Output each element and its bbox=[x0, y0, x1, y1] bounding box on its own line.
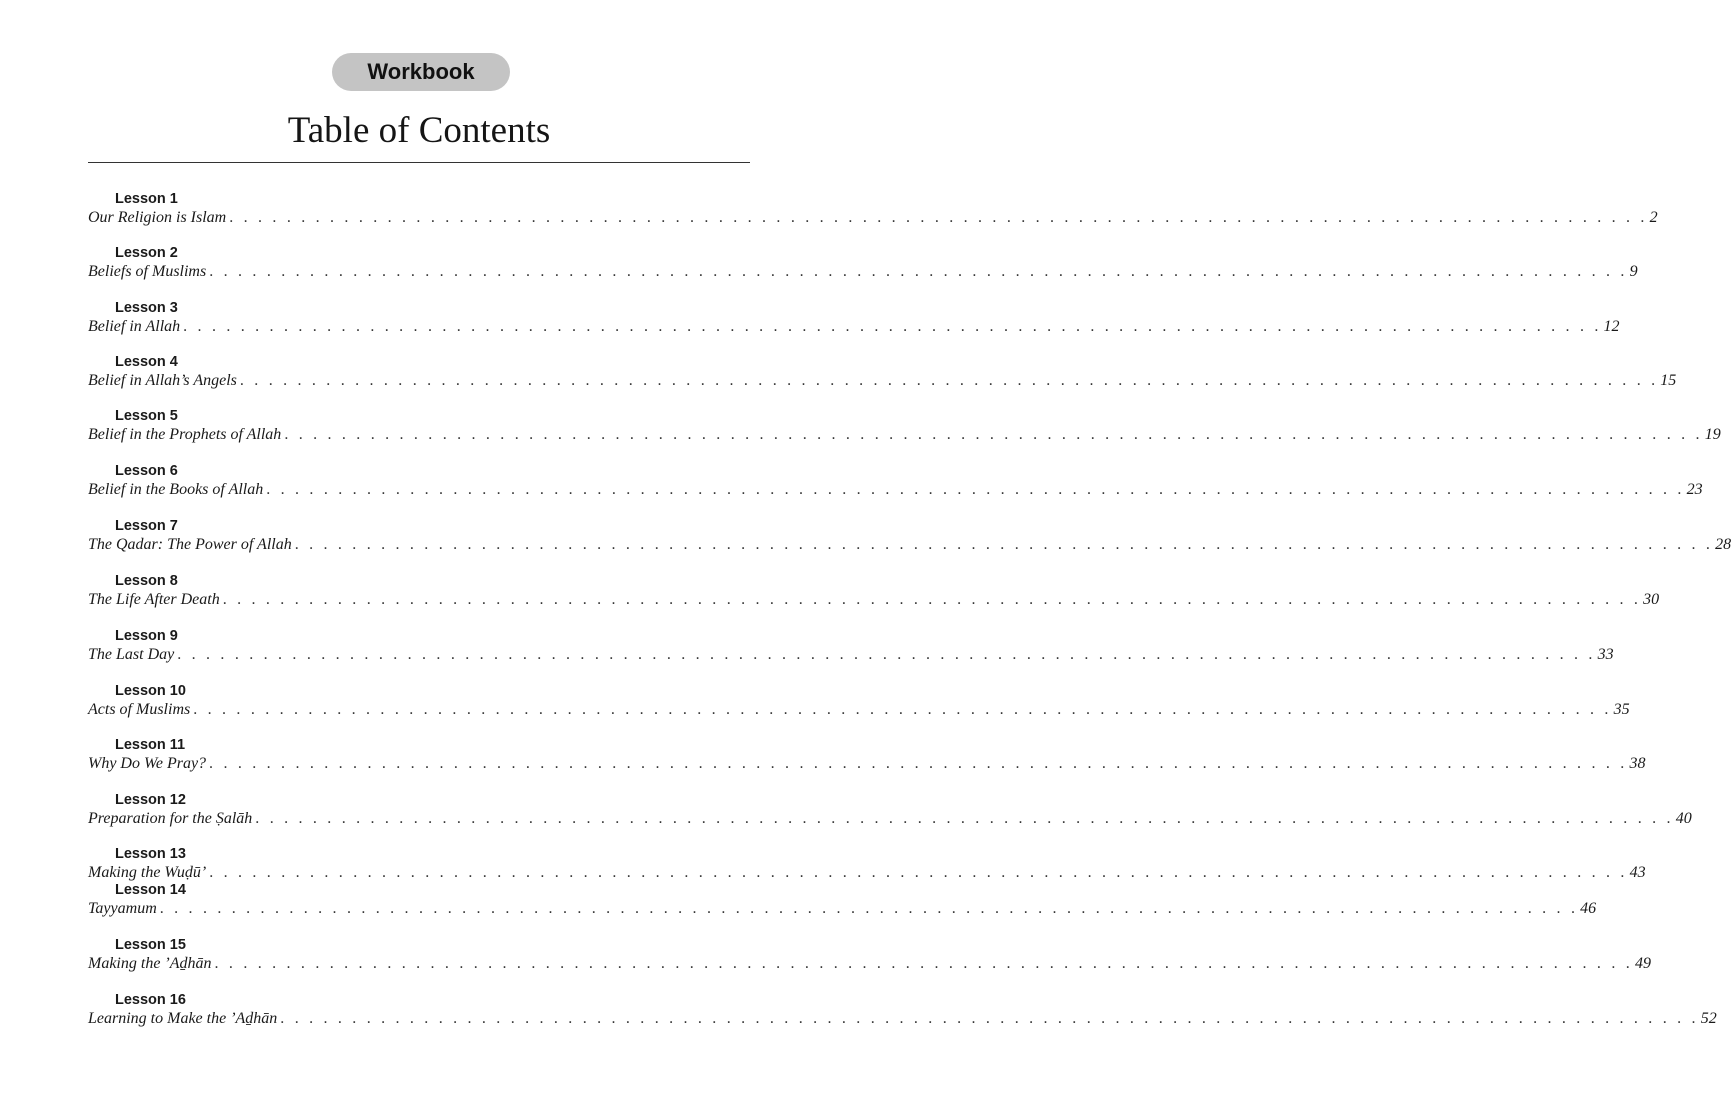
lesson-title: Belief in the Prophets of Allah bbox=[88, 426, 282, 443]
lesson-label: Lesson 12 bbox=[115, 792, 186, 808]
toc-entry[interactable] bbox=[88, 463, 1703, 499]
lesson-label: Lesson 5 bbox=[115, 408, 178, 424]
lesson-title: Tayyamum bbox=[88, 900, 157, 917]
page-number: 28 bbox=[1715, 536, 1731, 553]
lesson-label: Lesson 3 bbox=[115, 300, 178, 316]
dot-leader: . . . . . . . . . . . . . . . . . . . . . . . . . . . . . . . . . . . . . . . . . . . . . . . . . . . . . . . . . . . . . . . . . . . . . . . . . . . . . . . . . . . . . . . . . . . . . . . . . . . bbox=[229, 209, 1648, 226]
dot-leader: . . . . . . . . . . . . . . . . . . . . . . . . . . . . . . . . . . . . . . . . . . . . . . . . . . . . . . . . . . . . . . . . . . . . . . . . . . . . . . . . . . . . . . . . . . . . . . . . . . . bbox=[177, 646, 1596, 663]
page-number: 43 bbox=[1629, 864, 1646, 881]
dot-leader: . . . . . . . . . . . . . . . . . . . . . . . . . . . . . . . . . . . . . . . . . . . . . . . . . . . . . . . . . . . . . . . . . . . . . . . . . . . . . . . . . . . . . . . . . . . . . . . . . . . bbox=[255, 810, 1674, 827]
dot-leader: . . . . . . . . . . . . . . . . . . . . . . . . . . . . . . . . . . . . . . . . . . . . . . . . . . . . . . . . . . . . . . . . . . . . . . . . . . . . . . . . . . . . . . . . . . . . . . . . . . . bbox=[209, 263, 1628, 280]
lesson-label: Lesson 4 bbox=[115, 354, 178, 370]
lesson-label: Lesson 13 bbox=[115, 846, 186, 862]
toc-entry[interactable] bbox=[88, 937, 1651, 973]
toc-entry[interactable] bbox=[88, 573, 1660, 609]
page-number: 38 bbox=[1629, 755, 1646, 772]
dot-leader: . . . . . . . . . . . . . . . . . . . . . . . . . . . . . . . . . . . . . . . . . . . . . . . . . . . . . . . . . . . . . . . . . . . . . . . . . . . . . . . . . . . . . . . . . . . . . . . . . . . bbox=[284, 426, 1703, 443]
lesson-title: Belief in the Books of Allah bbox=[88, 481, 264, 498]
dot-leader: . . . . . . . . . . . . . . . . . . . . . . . . . . . . . . . . . . . . . . . . . . . . . . . . . . . . . . . . . . . . . . . . . . . . . . . . . . . . . . . . . . . . . . . . . . . . . . . . . . . bbox=[239, 372, 1659, 389]
lesson-title: The Life After Death bbox=[88, 591, 220, 608]
page-title: Table of Contents bbox=[287, 110, 551, 151]
workbook-badge: Workbook bbox=[332, 53, 510, 91]
lesson-title: The Qadar: The Power of Allah bbox=[88, 536, 292, 553]
page-number: 19 bbox=[1704, 426, 1721, 443]
page-number: 40 bbox=[1675, 810, 1692, 827]
dot-leader: . . . . . . . . . . . . . . . . . . . . . . . . . . . . . . . . . . . . . . . . . . . . . . . . . . . . . . . . . . . . . . . . . . . . . . . . . . . . . . . . . . . . . . . . . . . . . . . . . . . bbox=[193, 701, 1612, 718]
toc-entry[interactable] bbox=[88, 992, 1717, 1028]
toc-entry[interactable] bbox=[88, 354, 1677, 390]
lesson-title: Learning to Make the ’Aḏhān bbox=[88, 1010, 278, 1027]
page-number: 2 bbox=[1649, 209, 1658, 226]
page-number: 12 bbox=[1603, 318, 1620, 335]
dot-leader: . . . . . . . . . . . . . . . . . . . . . . . . . . . . . . . . . . . . . . . . . . . . . . . . . . . . . . . . . . . . . . . . . . . . . . . . . . . . . . . . . . . . . . . . . . . . . . . . . . . bbox=[266, 481, 1685, 498]
page-number: 33 bbox=[1597, 646, 1614, 663]
page-number: 30 bbox=[1643, 591, 1660, 608]
dot-leader: . . . . . . . . . . . . . . . . . . . . . . . . . . . . . . . . . . . . . . . . . . . . . . . . . . . . . . . . . . . . . . . . . . . . . . . . . . . . . . . . . . . . . . . . . . . . . . . . . . . bbox=[214, 955, 1633, 972]
toc-entry[interactable] bbox=[88, 737, 1646, 773]
dot-leader: . . . . . . . . . . . . . . . . . . . . . . . . . . . . . . . . . . . . . . . . . . . . . . . . . . . . . . . . . . . . . . . . . . . . . . . . . . . . . . . . . . . . . . . . . . . . . . . . . . . bbox=[209, 755, 1628, 772]
lesson-label: Lesson 10 bbox=[115, 683, 186, 699]
lesson-label: Lesson 11 bbox=[115, 737, 186, 753]
dot-leader: . . . . . . . . . . . . . . . . . . . . . . . . . . . . . . . . . . . . . . . . . . . . . . . . . . . . . . . . . . . . . . . . . . . . . . . . . . . . . . . . . . . . . . . . . . . . . . . . . . . bbox=[222, 591, 1642, 608]
lesson-title: Making the Wuḍū’ bbox=[88, 864, 207, 881]
dot-leader: . . . . . . . . . . . . . . . . . . . . . . . . . . . . . . . . . . . . . . . . . . . . . . . . . . . . . . . . . . . . . . . . . . . . . . . . . . . . . . . . . . . . . . . . . . . . . . . . . . . bbox=[294, 536, 1714, 553]
page-number: 9 bbox=[1629, 263, 1638, 280]
page-number: 49 bbox=[1634, 955, 1651, 972]
toc-entry[interactable] bbox=[88, 300, 1620, 336]
page-number: 52 bbox=[1700, 1010, 1717, 1027]
toc-entry[interactable] bbox=[88, 518, 1731, 554]
dot-leader: . . . . . . . . . . . . . . . . . . . . . . . . . . . . . . . . . . . . . . . . . . . . . . . . . . . . . . . . . . . . . . . . . . . . . . . . . . . . . . . . . . . . . . . . . . . . . . . . . . . bbox=[159, 900, 1579, 917]
lesson-title: Acts of Muslims bbox=[88, 701, 191, 718]
lesson-label: Lesson 7 bbox=[115, 518, 178, 534]
toc-entry[interactable] bbox=[88, 191, 1658, 227]
lesson-title: Belief in Allah bbox=[88, 318, 181, 335]
lesson-label: Lesson 16 bbox=[115, 992, 186, 1008]
lesson-title: Preparation for the Ṣalāh bbox=[88, 810, 253, 827]
dot-leader: . . . . . . . . . . . . . . . . . . . . . . . . . . . . . . . . . . . . . . . . . . . . . . . . . . . . . . . . . . . . . . . . . . . . . . . . . . . . . . . . . . . . . . . . . . . . . . . . . . . bbox=[209, 864, 1628, 881]
title-divider bbox=[88, 162, 750, 163]
lesson-title: Our Religion is Islam bbox=[88, 209, 227, 226]
lesson-label: Lesson 8 bbox=[115, 573, 178, 589]
toc-entry[interactable] bbox=[88, 245, 1638, 281]
lesson-label: Lesson 2 bbox=[115, 245, 178, 261]
toc-entry[interactable] bbox=[88, 683, 1630, 719]
lesson-label: Lesson 6 bbox=[115, 463, 178, 479]
lesson-label: Lesson 1 bbox=[115, 191, 178, 207]
lesson-label: Lesson 14 bbox=[115, 882, 186, 898]
dot-leader: . . . . . . . . . . . . . . . . . . . . . . . . . . . . . . . . . . . . . . . . . . . . . . . . . . . . . . . . . . . . . . . . . . . . . . . . . . . . . . . . . . . . . . . . . . . . . . . . . . . bbox=[183, 318, 1602, 335]
page-number: 46 bbox=[1580, 900, 1597, 917]
page-number: 35 bbox=[1613, 701, 1630, 718]
lesson-title: Why Do We Pray? bbox=[88, 755, 207, 772]
lesson-title: Making the ’Aḏhān bbox=[88, 955, 212, 972]
lesson-title: The Last Day bbox=[88, 646, 175, 663]
toc-entry[interactable] bbox=[88, 628, 1614, 664]
lesson-label: Lesson 9 bbox=[115, 628, 178, 644]
lesson-title: Belief in Allah’s Angels bbox=[88, 372, 237, 389]
toc-entry[interactable] bbox=[88, 408, 1721, 444]
lesson-title: Beliefs of Muslims bbox=[88, 263, 207, 280]
toc-entry[interactable] bbox=[88, 792, 1692, 828]
dot-leader: . . . . . . . . . . . . . . . . . . . . . . . . . . . . . . . . . . . . . . . . . . . . . . . . . . . . . . . . . . . . . . . . . . . . . . . . . . . . . . . . . . . . . . . . . . . . . . . . . . . bbox=[280, 1010, 1699, 1027]
page-number: 23 bbox=[1686, 481, 1703, 498]
toc-entry[interactable] bbox=[88, 882, 1597, 918]
toc-entry[interactable] bbox=[88, 846, 1646, 882]
lesson-label: Lesson 15 bbox=[115, 937, 186, 953]
page-number: 15 bbox=[1660, 372, 1677, 389]
